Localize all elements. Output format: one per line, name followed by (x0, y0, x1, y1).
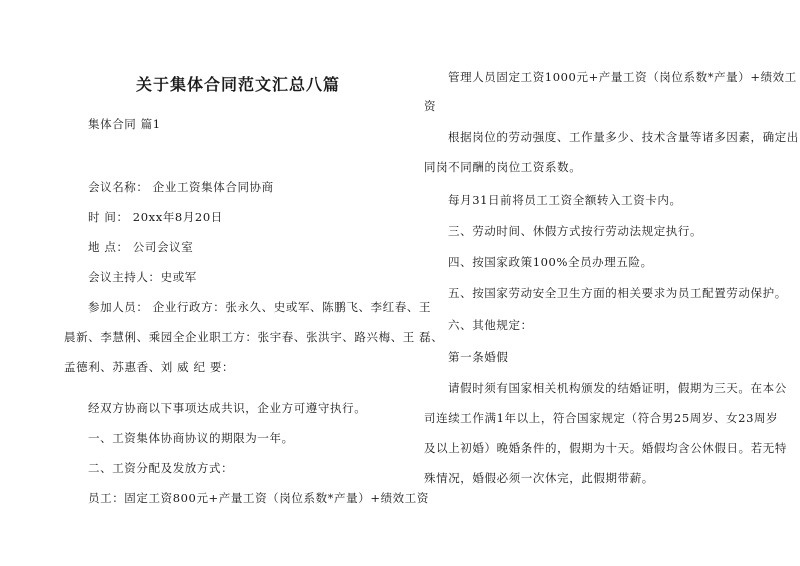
participants-line-1: 参加人员： 企业行政方：张永久、史或军、陈鹏飞、李红春、王 (88, 300, 432, 314)
clause-5-line: 五、按国家劳动安全卫生方面的相关要求为员工配置劳动保护。 (448, 286, 787, 300)
participants-line-2: 晨新、李慧俐、乘园全企业职工方：张宇春、张洪宇、路兴梅、王 磊、 (64, 330, 444, 344)
clause-3-line: 三、劳动时间、休假方式按行劳动法规定执行。 (448, 224, 703, 238)
clause-2-line: 二、工资分配及发放方式： (88, 461, 234, 475)
staff-wage-line: 员工：固定工资800元+产量工资（岗位系数*产量）+绩效工资 (88, 491, 429, 505)
meeting-time-line: 时 间： 20xx年8月20日 (88, 210, 223, 224)
marriage-leave-line-1: 请假时须有国家相关机构颁发的结婚证明，假期为三天。在本公 (448, 381, 787, 395)
manager-wage-line-2: 资 (424, 99, 437, 113)
payday-line: 每月31日前将员工工资全额转入工资卡内。 (448, 193, 682, 207)
clause-4-line: 四、按国家政策100%全员办理五险。 (448, 255, 653, 269)
marriage-leave-line-2: 司连续工作满1年以上，符合国家规定（符合男25周岁、女23周岁 (424, 411, 779, 425)
clause-1-line: 一、工资集体协商协议的期限为一年。 (88, 431, 294, 445)
participants-line-3: 孟德利、苏惠香、刘 威 纪 要： (64, 360, 235, 374)
coefficient-line-2: 同岗不同酬的岗位工资系数。 (424, 160, 582, 174)
document-title: 关于集体合同范文汇总八篇 (136, 75, 341, 94)
marriage-leave-line-4: 殊情况，婚假必须一次休完，此假期带薪。 (424, 471, 654, 485)
article-1-heading: 第一条婚假 (448, 350, 509, 364)
consensus-line: 经双方协商以下事项达成共识，企业方可遵守执行。 (88, 401, 367, 415)
marriage-leave-line-3: 及以上初婚）晚婚条件的，假期为十天。婚假均含公休假日。若无特 (424, 441, 787, 455)
meeting-place-line: 地 点： 公司会议室 (88, 240, 194, 254)
coefficient-line-1: 根据岗位的劳动强度、工作量多少、技术含量等诸多因素，确定出 (448, 130, 799, 144)
meeting-host-line: 会议主持人：史或军 (88, 270, 197, 284)
clause-6-line: 六、其他规定： (448, 318, 533, 332)
meeting-name-line: 会议名称： 企业工资集体合同协商 (88, 180, 274, 194)
heading-contract-1: 集体合同 篇1 (88, 117, 161, 131)
manager-wage-line-1: 管理人员固定工资1000元+产量工资（岗位系数*产量）+绩效工 (448, 70, 797, 84)
